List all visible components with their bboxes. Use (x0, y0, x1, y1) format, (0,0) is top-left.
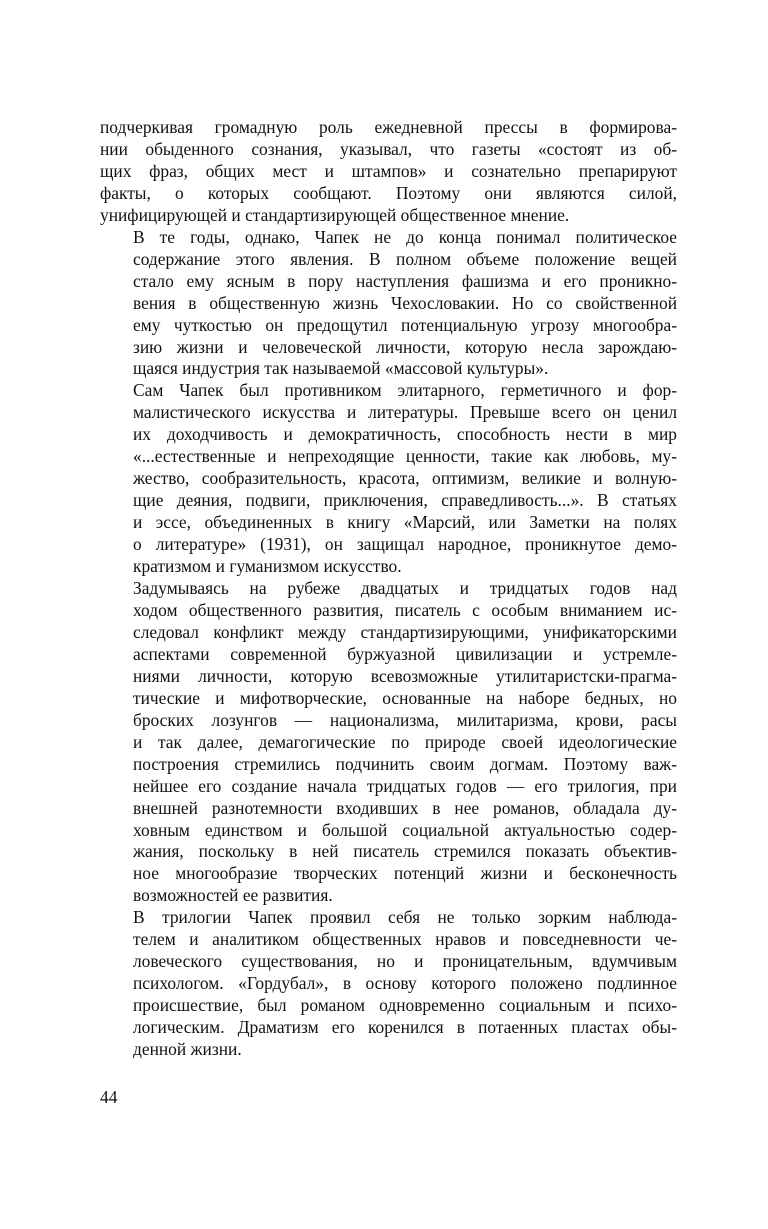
paragraph-5 (100, 907, 677, 1061)
text-line: нейшее его создание начала тридцатых годов — его трилогия, при (133, 775, 677, 796)
text-line: броских лозунгов — национализма, милитаризма, крови, расы (133, 709, 677, 730)
text-line: их доходчивость и демократичность, способность нести в мир (133, 424, 677, 445)
text-line: щие деяния, подвиги, приключения, справедливость...». В статьях (133, 490, 677, 511)
text-line: происшествие, был романом одновременно социальным и психо- (133, 995, 677, 1016)
paragraph-4 (100, 578, 677, 907)
page-number: 44 (100, 1087, 118, 1107)
text-line: кратизмом и гуманизмом искусство. (133, 556, 402, 577)
text-line: В трилогии Чапек проявил себя не только зорким наблюда- (133, 907, 677, 928)
text-line: психологом. «Гордубал», в основу которого положено подлинное (133, 973, 677, 994)
text-line: щих фраз, общих мест и штампов» и сознательно препарируют (100, 160, 677, 181)
text-line: телем и аналитиком общественных нравов и повседневности че- (133, 929, 677, 950)
paragraph-3 (100, 380, 677, 578)
text-line: ловеческого существования, но и проницательным, вдумчивым (133, 951, 677, 972)
text-line: денной жизни. (133, 1039, 242, 1060)
text-line: «...естественные и непреходящие ценности, такие как любовь, му- (133, 446, 677, 467)
text-line: щаяся индустрия так называемой «массовой культуры». (133, 358, 549, 379)
text-line: логическим. Драматизм его коренился в потаенных пластах обы- (133, 1017, 677, 1038)
text-line: ему чуткостью он предощутил потенциальную угрозу многообра- (133, 314, 677, 335)
text-line: Задумываясь на рубеже двадцатых и тридцатых годов над (133, 578, 677, 599)
text-line: ховным единством и большой социальной актуальностью содер- (133, 819, 677, 840)
text-line: малистического искусства и литературы. Превыше всего он ценил (133, 402, 677, 423)
text-line: унифицирующей и стандартизирующей общественное мнение. (100, 204, 570, 225)
text-line: тические и мифотворческие, основанные на наборе бедных, но (133, 687, 677, 708)
text-line: нии обыденного сознания, указывал, что газеты «состоят из об- (100, 138, 677, 159)
text-line: аспектами современной буржуазной цивилизации и устремле- (133, 643, 677, 664)
text-line: построения стремились подчинить своим догмам. Поэтому важ- (133, 753, 677, 774)
text-line: вения в общественную жизнь Чехословакии. Но со свойственной (133, 292, 677, 313)
text-line: жания, поскольку в ней писатель стремился показать объектив- (133, 841, 677, 862)
text-line: Сам Чапек был противником элитарного, герметичного и фор- (133, 380, 677, 401)
text-line: ное многообразие творческих потенций жизни и бесконечность (133, 863, 677, 884)
page-body (100, 117, 677, 1061)
text-line: стало ему ясным в пору наступления фашизма и его проникно- (133, 270, 677, 291)
text-line: зию жизни и человеческой личности, которую несла зарождаю- (133, 336, 677, 357)
text-line: возможностей ее развития. (133, 885, 333, 906)
paragraph-1 (100, 117, 677, 227)
text-line: и так далее, демагогические по природе своей идеологические (133, 731, 677, 752)
text-line: о литературе» (1931), он защищал народное, проникнутое демо- (133, 534, 677, 555)
text-line: и эссе, объединенных в книгу «Марсий, или Заметки на полях (133, 512, 677, 533)
text-line: факты, о которых сообщают. Поэтому они являются силой, (100, 182, 677, 203)
paragraph-2 (100, 227, 677, 381)
text-line: ходом общественного развития, писатель с особым вниманием ис- (133, 599, 677, 620)
text-line: ниями личности, которую всевозможные утилитаристски-прагма- (133, 665, 677, 686)
text-line: содержание этого явления. В полном объеме положение вещей (133, 248, 677, 269)
text-line: следовал конфликт между стандартизирующими, унификаторскими (133, 621, 677, 642)
text-line: жество, сообразительность, красота, оптимизм, великие и волную- (133, 468, 677, 489)
text-line: подчеркивая громадную роль ежедневной прессы в формирова- (100, 117, 677, 137)
text-line: внешней разнотемности входивших в нее романов, обладала ду- (133, 797, 677, 818)
text-line: В те годы, однако, Чапек не до конца понимал политическое (133, 226, 677, 247)
